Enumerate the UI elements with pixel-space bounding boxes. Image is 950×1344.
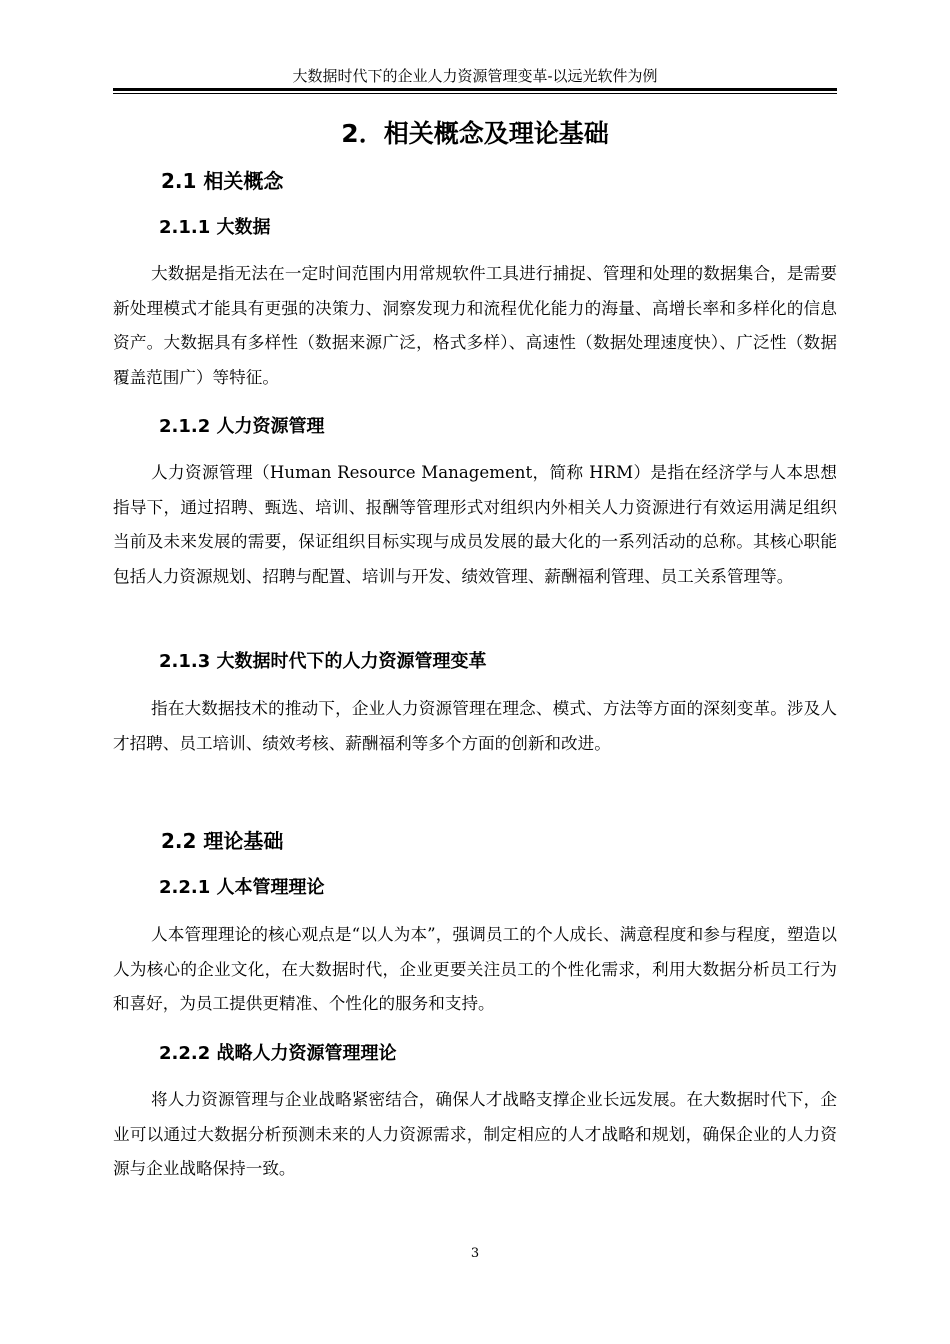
paragraph-big-data: 大数据是指无法在一定时间范围内用常规软件工具进行捕捉、管理和处理的数据集合，是需要新处理模式才能具有更强的决策力、洞察发现力和流程优化能力的海量、高增长率和多样化的信息资产。大数据具有多样性（数据来源广泛，格式多样）、高速性（数据处理速度快）、广泛性（数据覆盖范围广）等特征。: [113, 264, 837, 387]
header-rule-thick: [113, 88, 837, 91]
paragraph-people-oriented: 人本管理理论的核心观点是“以人为本”，强调员工的个人成长、满意程度和参与程度，塑造以人为核心的企业文化，在大数据时代，企业更要关注员工的个性化需求，利用大数据分析员工行为和喜好，为员工提供更精准、个性化的服务和支持。: [113, 925, 837, 1013]
paragraph-hrm-transformation: 指在大数据技术的推动下，企业人力资源管理在理念、模式、方法等方面的深刻变革。涉及人才招聘、员工培训、绩效考核、薪酬福利等多个方面的创新和改进。: [113, 699, 837, 753]
page-number: 3: [470, 1246, 480, 1261]
subsection-heading-2-2-2: 2.2.2 战略人力资源管理理论: [159, 1043, 397, 1064]
subsection-heading-2-2-1: 2.2.1 人本管理理论: [159, 877, 325, 898]
running-header: 大数据时代下的企业人力资源管理变革-以远光软件为例: [292, 67, 658, 85]
paragraph-hrm: 人力资源管理（Human Resource Management，简称 HRM）是指在经济学与人本思想指导下，通过招聘、甄选、培训、报酬等管理形式对组织内外相关人力资源进行有效运用满足组织当前及未来发展的需要，保证组织目标实现与成员发展的最大化的一系列活动的总称。其核心职能包括人力资源规划、招聘与配置、培训与开发、绩效管理、薪酬福利管理、员工关系管理等。: [113, 463, 837, 586]
header-rule-thin: [113, 93, 837, 94]
chapter-title: 2．相关概念及理论基础: [341, 119, 609, 148]
section-heading-2-2: 2.2 理论基础: [161, 829, 284, 853]
subsection-heading-2-1-2: 2.1.2 人力资源管理: [159, 416, 325, 437]
subsection-heading-2-1-1: 2.1.1 大数据: [159, 217, 271, 238]
subsection-heading-2-1-3: 2.1.3 大数据时代下的人力资源管理变革: [159, 651, 487, 672]
paragraph-strategic-hrm: 将人力资源管理与企业战略紧密结合，确保人才战略支撑企业长远发展。在大数据时代下，企业可以通过大数据分析预测未来的人力资源需求，制定相应的人才战略和规划，确保企业的人力资源与企业战略保持一致。: [113, 1090, 837, 1178]
section-heading-2-1: 2.1 相关概念: [161, 169, 284, 193]
